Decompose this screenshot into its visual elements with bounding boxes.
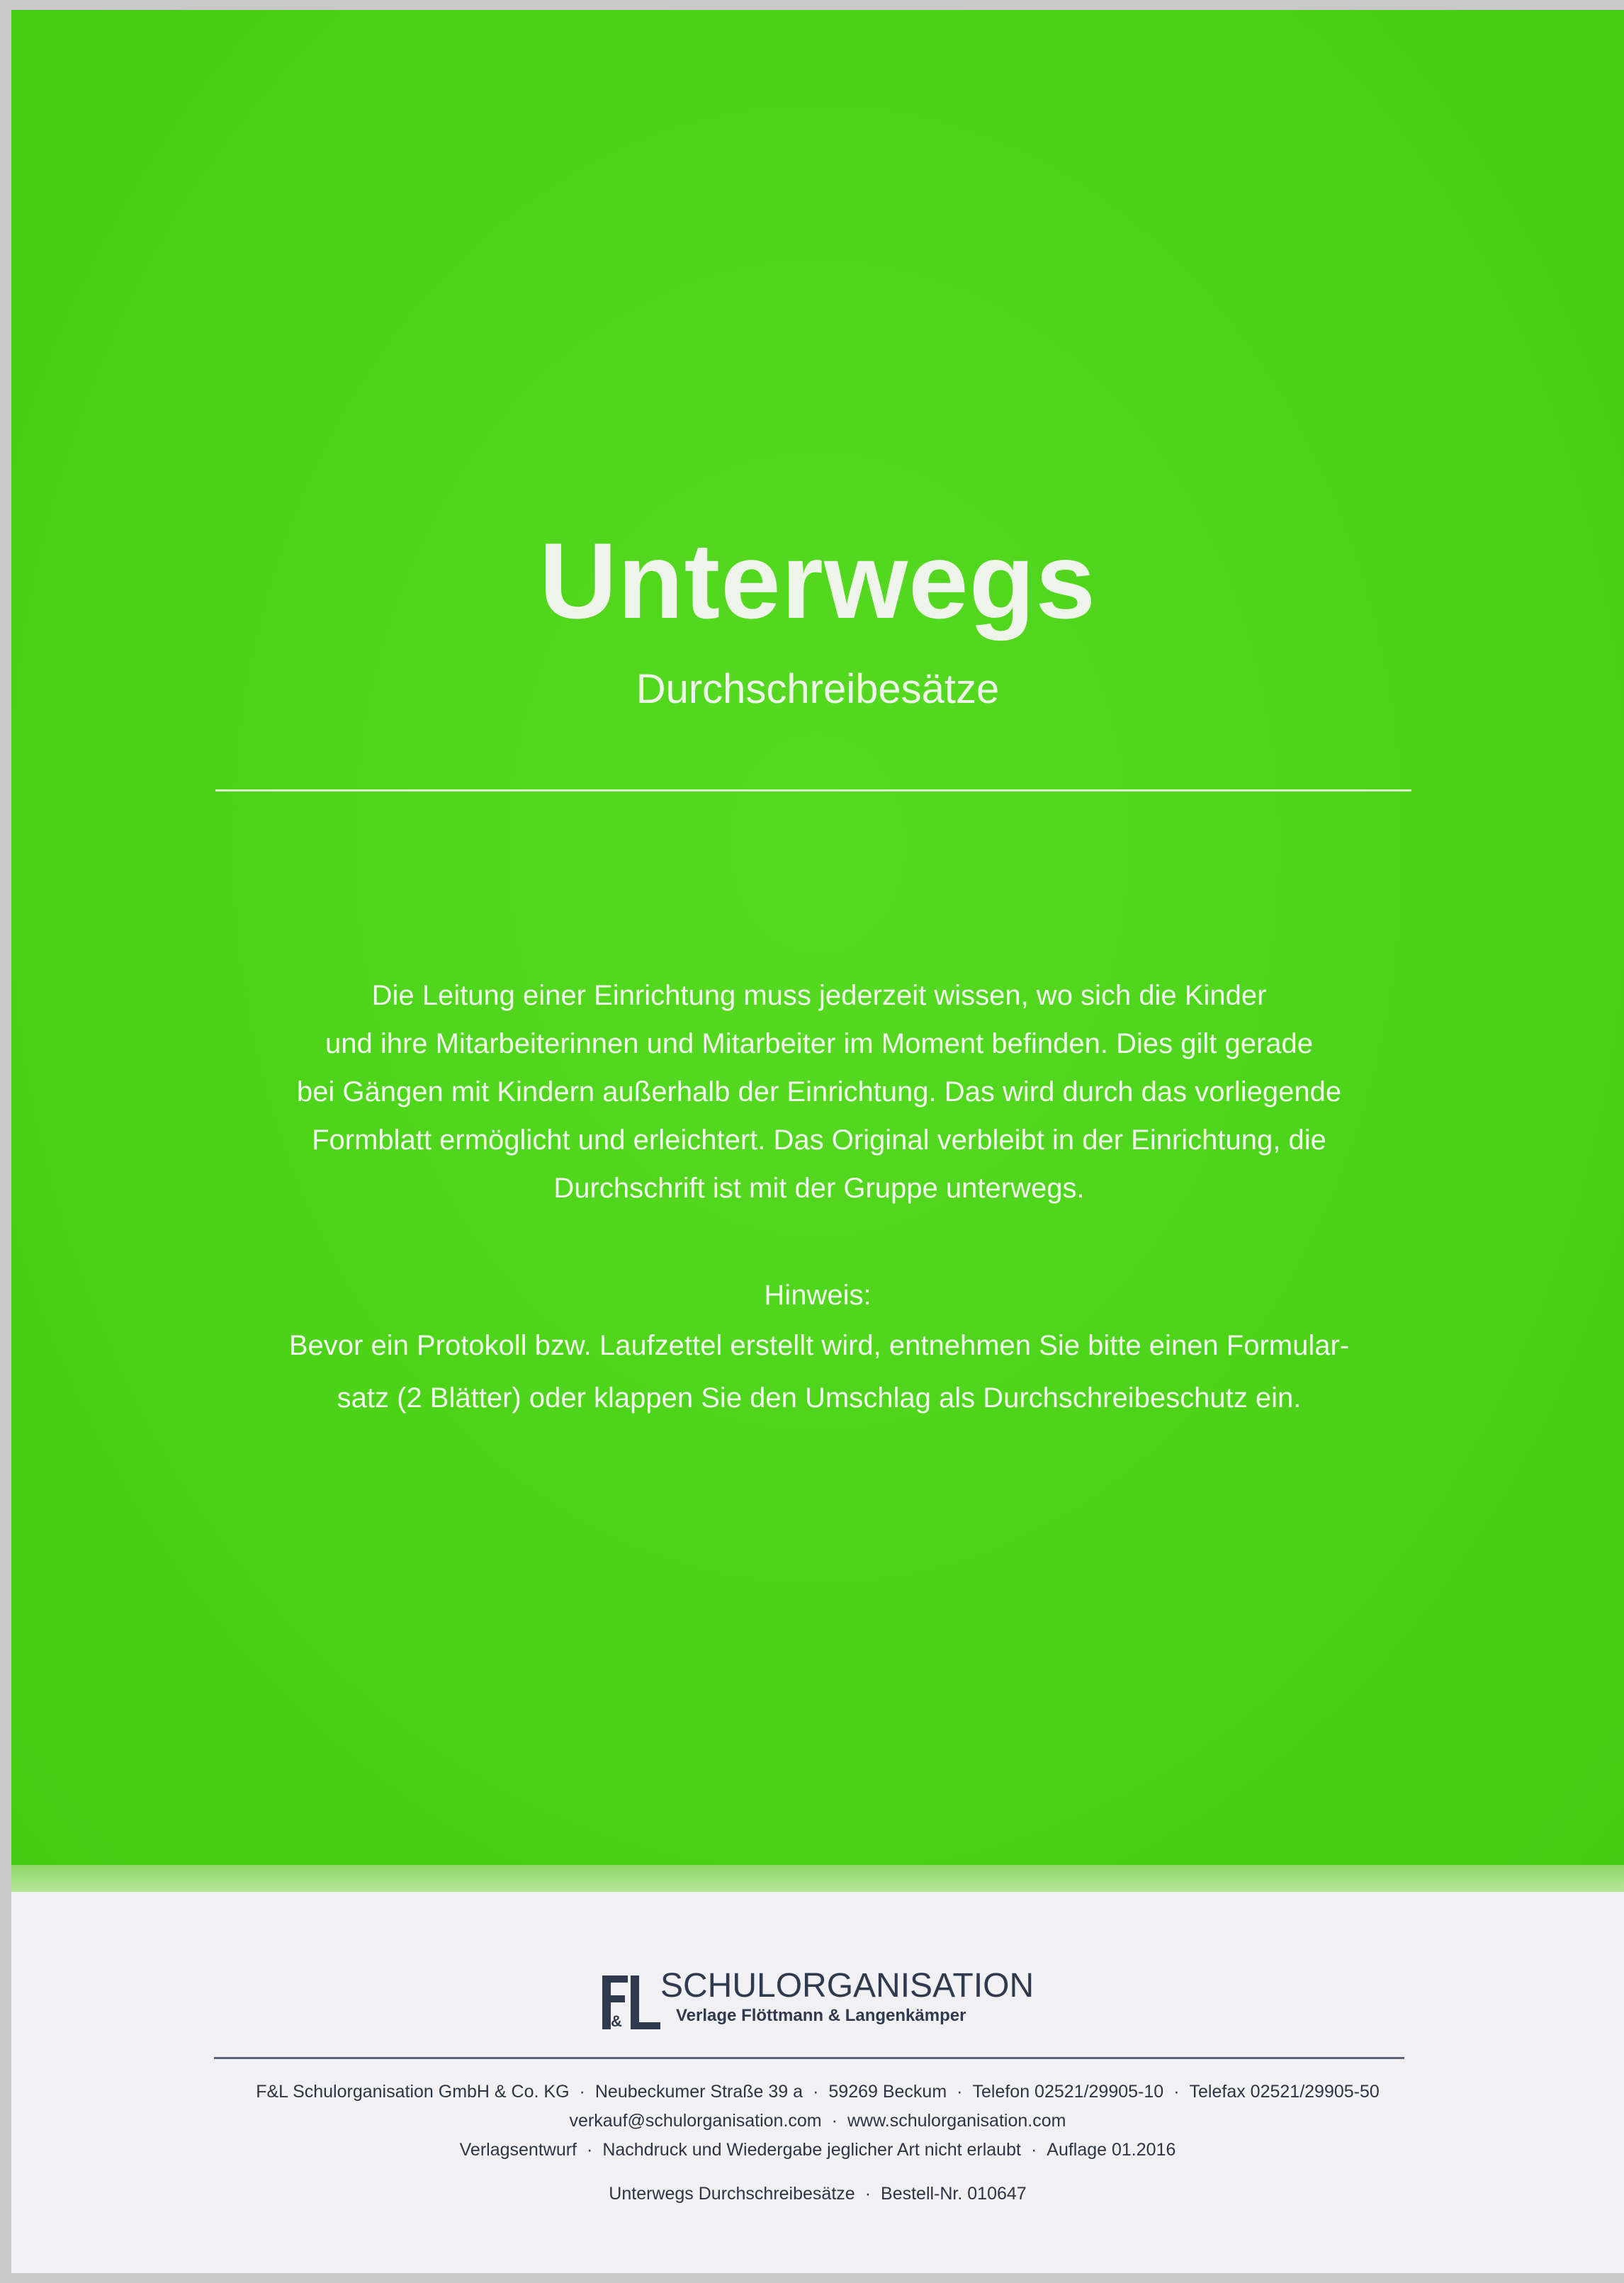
intro-line: Durchschrift ist mit der Gruppe unterwegs. [553,1173,1085,1204]
publisher-name: SCHULORGANISATION [660,1967,1034,2005]
separator-dot: · [587,2140,593,2160]
edition-note: Auflage 01.2016 [1047,2140,1176,2160]
website-link[interactable]: www.schulorganisation.com [847,2111,1066,2131]
intro-paragraph [153,971,1485,1212]
copyright-note: Nachdruck und Wiedergabe jeglicher Art nicht erlaubt [602,2140,1021,2160]
legal-line [11,2141,1624,2159]
svg-text:&: & [611,2012,622,2030]
intro-line: Die Leitung einer Einrichtung muss jederzeit wissen, wo sich die Kinder [371,980,1267,1011]
publisher-logo [601,1966,1040,2044]
title-divider [215,789,1411,791]
green-edge-stripe [11,1865,1624,1892]
design-note: Verlagsentwurf [459,2140,577,2160]
cover-subtitle: Durchschreibesätze [636,666,1000,712]
fax-number: Telefax 02521/29905-50 [1189,2082,1380,2102]
intro-line: Formblatt ermöglicht und erleichtert. Das Original verbleibt in der Einrichtung, die [312,1124,1326,1156]
order-line [11,2185,1624,2203]
phone-number: Telefon 02521/29905-10 [972,2082,1164,2102]
form-cover-sheet [11,10,1624,2273]
city-address: 59269 Beckum [828,2082,947,2102]
hint-heading: Hinweis: [764,1280,872,1311]
separator-dot: · [957,2082,963,2102]
order-number: Bestell-Nr. 010647 [881,2184,1027,2204]
separator-dot: · [1030,2140,1037,2160]
product-name: Unterwegs Durchschreibesätze [609,2184,855,2204]
green-cover-area [11,10,1624,1865]
email-link[interactable]: verkauf@schulorganisation.com [569,2111,822,2131]
separator-dot: · [813,2082,819,2102]
address-line [11,2083,1624,2101]
street-address: Neubeckumer Straße 39 a [594,2082,803,2102]
hint-line: satz (2 Blätter) oder klappen Sie den Umschlag als Durchschreibeschutz ein. [337,1382,1302,1414]
hint-paragraph [153,1319,1485,1424]
contact-line [11,2112,1624,2130]
separator-dot: · [831,2111,838,2131]
cover-title: Unterwegs [538,521,1097,641]
publisher-tagline: Verlage Flöttmann & Langenkämper [676,2006,966,2025]
separator-dot: · [864,2184,872,2204]
footer-divider [214,2057,1404,2059]
intro-line: und ihre Mitarbeiterinnen und Mitarbeiter im Moment befinden. Dies gilt gerade [325,1028,1314,1059]
intro-line: bei Gängen mit Kindern außerhalb der Einrichtung. Das wird durch das vorliegende [296,1076,1342,1107]
hint-line: Bevor ein Protokoll bzw. Laufzettel erstellt wird, entnehmen Sie bitte einen Formular- [288,1330,1350,1361]
separator-dot: · [1173,2082,1180,2102]
company-name: F&L Schulorganisation GmbH & Co. KG [256,2082,570,2102]
separator-dot: · [579,2082,585,2102]
